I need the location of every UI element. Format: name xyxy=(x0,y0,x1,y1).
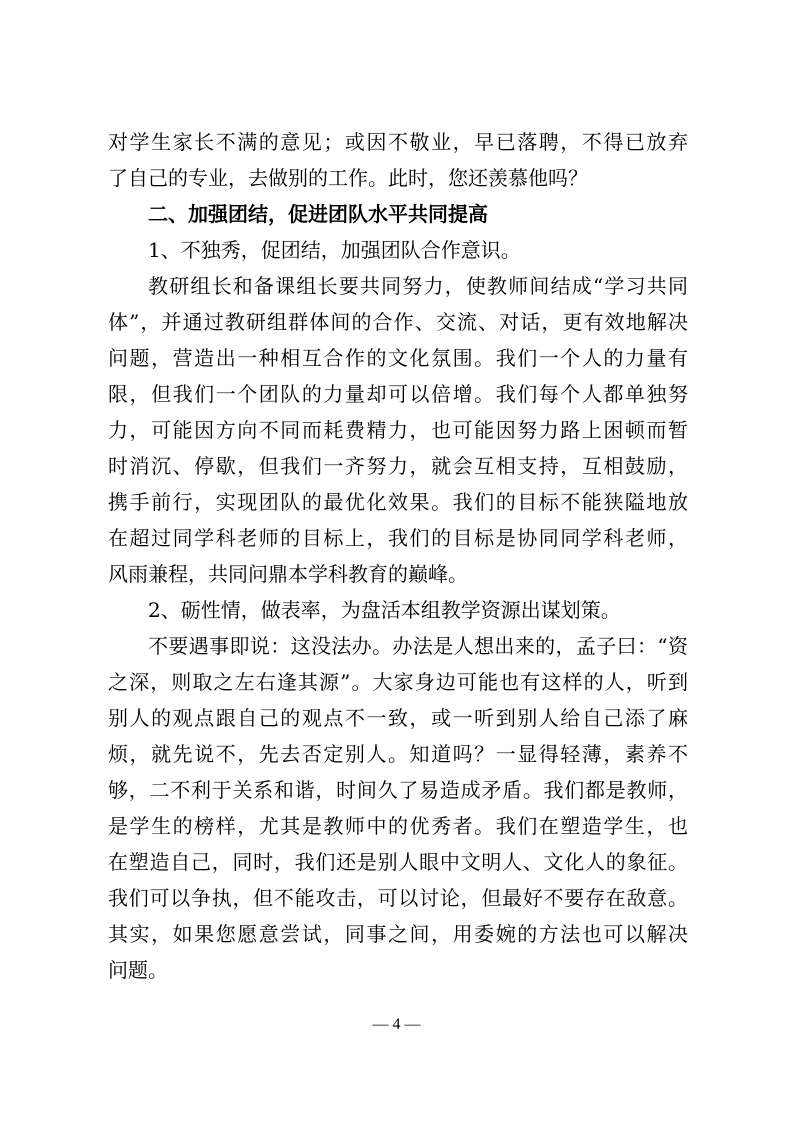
subsection-heading: 2、砺性情，做表率，为盘活本组教学资源出谋划策。 xyxy=(148,598,621,622)
text-line: 够，二不利于关系和谐，时间久了易造成矛盾。我们都是教师， xyxy=(108,778,688,802)
text-line: 限，但我们一个团队的力量却可以倍增。我们每个人都单独努 xyxy=(108,382,688,406)
text-line: 在塑造自己，同时，我们还是别人眼中文明人、文化人的象征。 xyxy=(108,850,688,874)
text-line: 了自己的专业，去做别的工作。此时，您还羡慕他吗？ xyxy=(108,166,588,190)
text-line: 时消沉、停歇，但我们一齐努力，就会互相支持，互相鼓励， xyxy=(108,454,688,478)
text-line: 不要遇事即说：这没法办。办法是人想出来的，孟子曰：“资 xyxy=(148,634,688,658)
text-line: 问题，营造出一种相互合作的文化氛围。我们一个人的力量有 xyxy=(108,346,688,370)
section-heading: 二、加强团结，促进团队水平共同提高 xyxy=(148,202,488,226)
body-text xyxy=(108,124,688,988)
text-line: 我们可以争执，但不能攻击，可以讨论，但最好不要存在敌意。 xyxy=(108,886,688,910)
page-number: — 4 — xyxy=(372,1016,421,1033)
text-line: 携手前行，实现团队的最优化效果。我们的目标不能狭隘地放 xyxy=(108,490,688,514)
text-line: 对学生家长不满的意见；或因不敬业，早已落聘，不得已放弃 xyxy=(108,130,688,154)
text-line: 烦，就先说不，先去否定别人。知道吗？一显得轻薄，素养不 xyxy=(108,742,688,766)
text-line: 是学生的榜样，尤其是教师中的优秀者。我们在塑造学生，也 xyxy=(108,814,688,838)
subsection-heading: 1、不独秀，促团结，加强团队合作意识。 xyxy=(148,238,521,262)
text-line: 之深，则取之左右逢其源”。大家身边可能也有这样的人，听到 xyxy=(108,670,688,694)
text-line: 体”，并通过教研组群体间的合作、交流、对话，更有效地解决 xyxy=(108,310,688,334)
text-line: 教研组长和备课组长要共同努力，使教师间结成“学习共同 xyxy=(148,274,688,298)
text-line: 其实，如果您愿意尝试，同事之间，用委婉的方法也可以解决 xyxy=(108,922,688,946)
text-line: 问题。 xyxy=(108,958,168,982)
text-line: 力，可能因方向不同而耗费精力，也可能因努力路上困顿而暂 xyxy=(108,418,688,442)
text-line: 风雨兼程，共同问鼎本学科教育的巅峰。 xyxy=(108,562,468,586)
text-line: 在超过同学科老师的目标上，我们的目标是协同同学科老师， xyxy=(108,526,688,550)
text-line: 别人的观点跟自己的观点不一致，或一听到别人给自己添了麻 xyxy=(108,706,688,730)
